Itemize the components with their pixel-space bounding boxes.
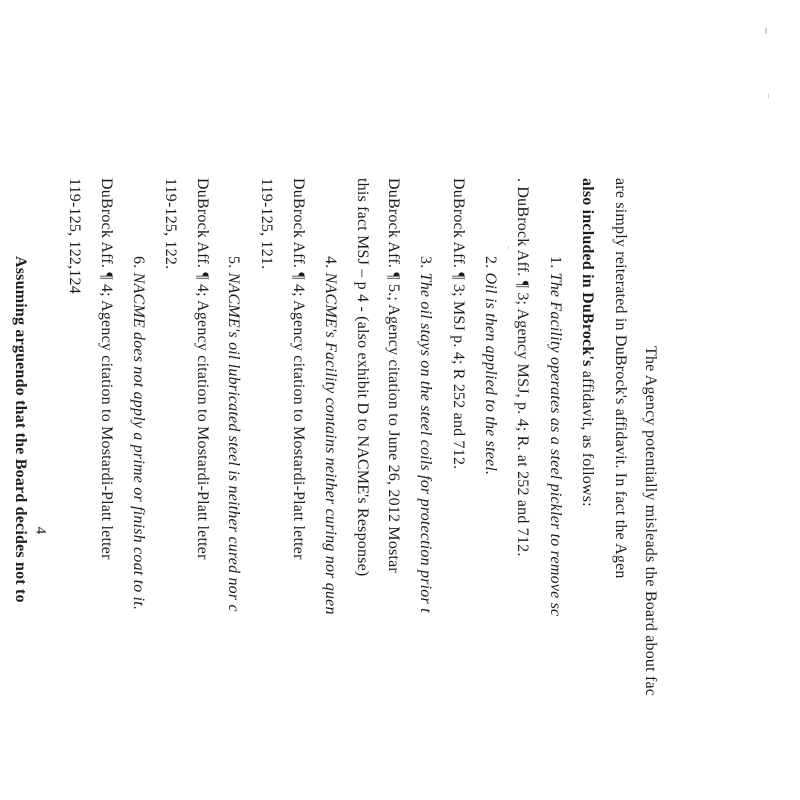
- document-line: 1. The Facility operates as a steel pickler to remove sc: [547, 256, 564, 617]
- document-line: DuBrock Aff. ¶ 4; Agency citation to Mostardi-Platt letter: [194, 178, 211, 560]
- document-line: 119-125, 121.: [258, 178, 275, 270]
- document-line: 3. The oil stays on the steel coils for protection prior t: [417, 256, 434, 613]
- document-line: 5. NACME's oil lubricated steel is neither cured nor c: [225, 256, 242, 612]
- document-line: are simply reiterated in DuBrock's affidavit. In fact the Agen: [612, 178, 629, 579]
- document-line: DuBrock Aff. ¶ 4; Agency citation to Mostardi-Platt letter: [290, 178, 307, 560]
- document-line: DuBrock Aff. ¶ 5.; Agency citation to June 26, 2012 Mostar: [385, 178, 402, 573]
- document-line: also included in DuBrock's affidavit, as follows:: [579, 178, 596, 507]
- page-number: 4: [32, 526, 49, 535]
- document-line: 119-125, 122,124: [66, 178, 83, 294]
- document-line: 6. NACME does not apply a prime or finish coat to it.: [130, 256, 147, 611]
- document-line: DuBrock Aff. ¶ 4; Agency citation to Mostardi-Platt letter: [98, 178, 115, 560]
- document-line: 4. NACME's Facility contains neither curing nor quen: [322, 256, 339, 615]
- document-line: The Agency potentially misleads the Board about fac: [642, 346, 659, 697]
- document-line: . DuBrock Aff. ¶ 3; Agency MSJ, p. 4; R. at 252 and 712.: [514, 178, 531, 557]
- document-line: this fact MSJ – p 4 - (also exhibit D to NACME's Response): [354, 178, 371, 577]
- document-line: Assuming arguendo that the Board decides not to: [12, 256, 29, 603]
- document-line: 2. Oil is then applied to the steel.: [482, 256, 499, 476]
- rotated-document-page: [12, 0, 800, 800]
- document-line: 119-125, 122.: [162, 178, 179, 270]
- document-line: DuBrock Aff. ¶ 3; MSJ p. 4; R 252 and 712.: [450, 178, 467, 470]
